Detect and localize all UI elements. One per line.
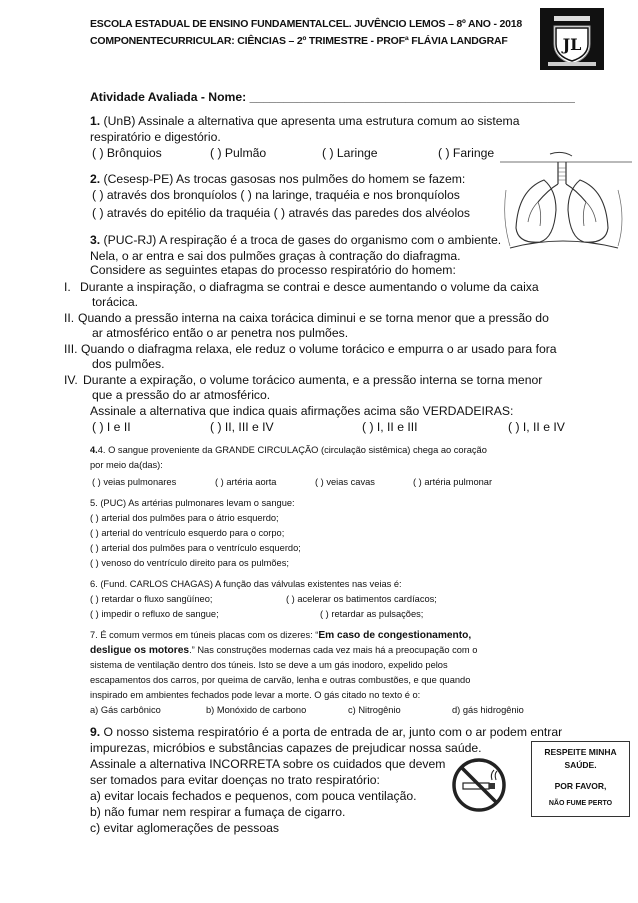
- no-smoking-icon: [450, 756, 508, 814]
- q3-item-num: I.: [64, 280, 71, 294]
- q3-item-text-cont: torácica.: [92, 295, 139, 309]
- q3-instruction: Assinale a alternativa que indica quais afirmações acima são VERDADEIRAS:: [90, 404, 514, 418]
- q1-option-a[interactable]: ( ) Brônquios: [92, 146, 162, 160]
- q6-option-a[interactable]: ( ) retardar o fluxo sangüíneo;: [90, 594, 213, 604]
- q9-statement-cont2: Assinale a alternativa INCORRETA sobre os cuidados que devem: [90, 757, 446, 771]
- q2-options-row2[interactable]: ( ) através do epitélio da traquéia ( ) através das paredes dos alvéolos: [92, 206, 471, 220]
- q2-statement: 2. (Cesesp-PE) As trocas gasosas nos pulmões do homem se fazem:: [90, 172, 466, 186]
- q3-item-num: II.: [64, 311, 75, 325]
- q9-statement-cont3: ser tomados para evitar doenças no trato respiratório:: [90, 773, 380, 787]
- school-header-line1: ESCOLA ESTADUAL DE ENSINO FUNDAMENTALCEL. JUVÊNCIO LEMOS – 8º ANO - 2018: [90, 18, 523, 30]
- q7-option-a[interactable]: a) Gás carbônico: [90, 705, 161, 715]
- q3-statement-cont: Nela, o ar entra e sai dos pulmões graças à contração do diafragma.: [90, 249, 461, 263]
- q9-option-b[interactable]: b) não fumar nem respirar a fumaça de cigarro.: [90, 805, 346, 819]
- no-smoking-sign: [450, 756, 508, 814]
- page-title: Atividade Avaliada - Nome: ________________________________________________: [90, 90, 575, 104]
- q3-item-text-cont: ar atmosférico então o ar penetra nos pulmões.: [92, 326, 349, 340]
- q4-statement-cont: por meio da(das):: [90, 460, 163, 470]
- q6-option-c[interactable]: ( ) impedir o refluxo de sangue;: [90, 609, 219, 619]
- q5-option-a[interactable]: ( ) arterial dos pulmões para o átrio esquerdo;: [90, 513, 279, 523]
- q4-option-d[interactable]: ( ) artéria pulmonar: [413, 477, 493, 487]
- school-crest-icon: [540, 8, 604, 70]
- q1-statement-cont: respiratório e digestório.: [90, 130, 221, 144]
- q3-item-text: Durante a inspiração, o diafragma se contrai e desce aumentando o volume da caixa: [80, 280, 539, 294]
- q3-statement-cont2: Considere as seguintes etapas do processo respiratório do homem:: [90, 263, 456, 277]
- q5-option-c[interactable]: ( ) arterial dos pulmões para o ventrículo esquerdo;: [90, 543, 301, 553]
- q3-item-text-cont: dos pulmões.: [92, 357, 165, 371]
- q1-option-b[interactable]: ( ) Pulmão: [210, 146, 267, 160]
- sign-line: RESPEITE MINHA: [544, 747, 617, 757]
- q1-option-c[interactable]: ( ) Laringe: [322, 146, 378, 160]
- q3-option-c[interactable]: ( ) I, II e III: [362, 420, 418, 434]
- school-header-line2: COMPONENTECURRICULAR: CIÊNCIAS – 2º TRIMESTRE - PROFª FLÁVIA LANDGRAF: [90, 35, 508, 47]
- logo-text: JL: [562, 35, 582, 54]
- q3-item-text: Quando o diafragma relaxa, ele reduz o volume torácico e empurra o ar usado para fora: [81, 342, 557, 356]
- q9-statement-cont: impurezas, micróbios e substâncias capazes de prejudicar nossa saúde.: [90, 741, 482, 755]
- q2-options-row1[interactable]: ( ) através dos bronquíolos ( ) na laringe, traquéia e nos bronquíolos: [92, 188, 460, 202]
- q7-statement-cont: desligue os motores.” Nas construções modernas cada vez mais há a preocupação com o: [90, 645, 478, 656]
- q5-option-d[interactable]: ( ) venoso do ventrículo direito para os pulmões;: [90, 558, 289, 568]
- q7-option-d[interactable]: d) gás hidrogênio: [452, 705, 524, 715]
- q1-option-d[interactable]: ( ) Faringe: [438, 146, 495, 160]
- q9-option-c[interactable]: c) evitar aglomerações de pessoas: [90, 821, 280, 835]
- q9-statement: 9. O nosso sistema respiratório é a porta de entrada de ar, junto com o ar podem entrar: [90, 725, 563, 739]
- q9-option-a[interactable]: a) evitar locais fechados e pequenos, com pouca ventilação.: [90, 789, 417, 803]
- q7-statement-cont3: escapamentos dos carros, por queima de carvão, lenha e outras combustões, e que quando: [90, 675, 471, 685]
- sign-line: POR FAVOR,: [554, 781, 607, 791]
- q3-item-num: IV.: [64, 373, 78, 387]
- sign-line: SAÚDE.: [564, 760, 597, 770]
- q7-statement-cont2: sistema de ventilação dentro dos túneis. Isto se deve a um gás inodoro, expelido pelos: [90, 660, 448, 670]
- q7-option-c[interactable]: c) Nitrogênio: [348, 705, 401, 715]
- q5-statement: 5. (PUC) As artérias pulmonares levam o sangue:: [90, 498, 295, 508]
- q3-option-d[interactable]: ( ) I, II e IV: [508, 420, 565, 434]
- sign-line: NÃO FUME PERTO: [548, 800, 613, 807]
- q1-statement: 1. (UnB) Assinale a alternativa que apresenta uma estrutura comum ao sistema: [90, 114, 520, 128]
- q4-option-c[interactable]: ( ) veias cavas: [315, 477, 375, 487]
- q3-statement: 3. (PUC-RJ) A respiração é a troca de gases do organismo com o ambiente.: [90, 233, 502, 247]
- q3-option-a[interactable]: ( ) I e II: [92, 420, 131, 434]
- lungs-illustration: [500, 150, 632, 256]
- q3-item-num: III.: [64, 342, 78, 356]
- q4-option-b[interactable]: ( ) artéria aorta: [215, 477, 277, 487]
- q6-statement: 6. (Fund. CARLOS CHAGAS) A função das válvulas existentes nas veias é:: [90, 579, 402, 589]
- q3-item-text: Durante a expiração, o volume torácico aumenta, e a pressão interna se torna menor: [83, 373, 543, 387]
- q7-statement: 7. É comum vermos em túneis placas com os dizeres: “Em caso de congestionamento,: [90, 630, 472, 641]
- q7-statement-cont4: inspirado em ambientes fechados pode levar a morte. O gás citado no texto é o:: [90, 690, 421, 700]
- q4-option-a[interactable]: ( ) veias pulmonares: [92, 477, 177, 487]
- respect-health-sign: [531, 741, 630, 817]
- school-logo: [540, 8, 604, 70]
- q6-option-d[interactable]: ( ) retardar as pulsações;: [320, 609, 424, 619]
- q6-option-b[interactable]: ( ) acelerar os batimentos cardíacos;: [286, 594, 437, 604]
- q3-item-text-cont: que a pressão do ar atmosférico.: [92, 388, 271, 402]
- lungs-icon: [500, 150, 632, 256]
- q3-item-text: Quando a pressão interna na caixa torácica diminui e se torna menor que a pressão do: [78, 311, 549, 325]
- q3-option-b[interactable]: ( ) II, III e IV: [210, 420, 274, 434]
- q7-option-b[interactable]: b) Monóxido de carbono: [206, 705, 307, 715]
- q5-option-b[interactable]: ( ) arterial do ventrículo esquerdo para o corpo;: [90, 528, 285, 538]
- q4-statement: 4.4. O sangue proveniente da GRANDE CIRCULAÇÃO (circulação sistêmica) chega ao coração: [90, 445, 487, 455]
